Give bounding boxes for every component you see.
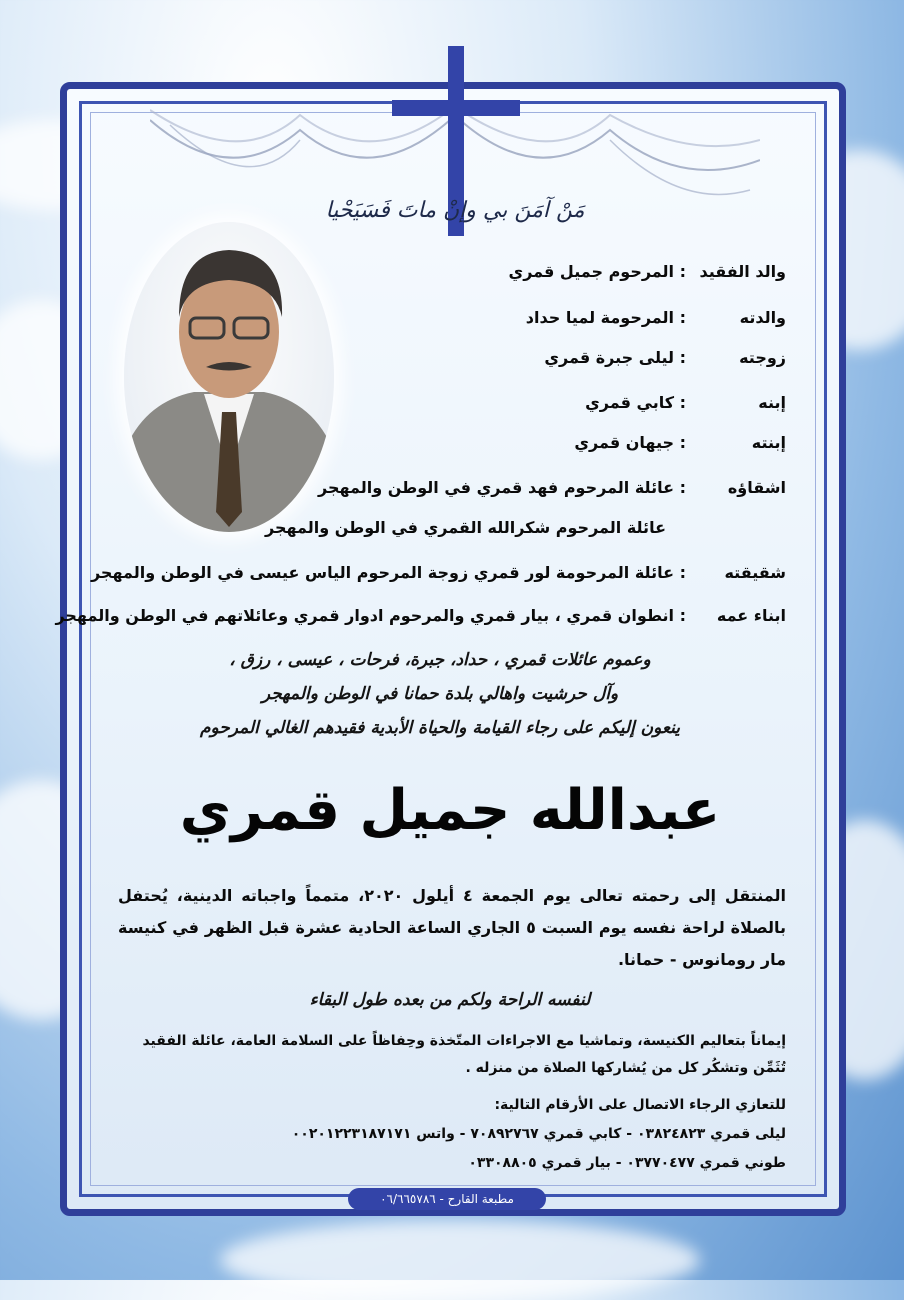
cross-icon-bar <box>392 100 520 116</box>
relative-row <box>226 393 786 423</box>
mourners-line: وعموم عائلات قمري ، حداد، جبرة، فرحات ، عيسى ، رزق ، <box>229 650 651 670</box>
mourners-line: وآل حرشيت واهالي بلدة حمانا في الوطن والمهجر <box>261 684 619 704</box>
relative-label: إبنته <box>751 433 786 452</box>
contact-line: ليلى قمري ٠٣٨٢٤٨٢٣ - كابي قمري ٧٠٨٩٢٧٦٧ - واتس ٠٠٢٠١٢٢٣١٨٧١٧١ <box>291 1126 786 1142</box>
verse-text: مَنْ آمَنَ بي وإنْ ماتَ فَسَيَحْيا <box>325 198 585 223</box>
printer-badge: مطبعة القارح - ٠٦/٦٦٥٧٨٦ <box>348 1188 546 1210</box>
relative-row <box>55 606 786 636</box>
relative-label: زوجته <box>739 348 786 367</box>
left-drape <box>150 100 450 210</box>
right-drape <box>460 100 760 210</box>
relative-label: ابناء عمه <box>716 606 786 625</box>
relative-row <box>226 478 786 508</box>
relative-row <box>226 433 786 463</box>
notice-text: إيماناً بتعاليم الكنيسة، وتماشيا مع الاجراءات المتّخذة وحِفاظاً على السلامة العامة، عائلة الفقيد تُثَمِّن وتشكُر كل من يُشاركها الصلاة من منزله . <box>142 1033 786 1076</box>
relative-value: : انطوان قمري ، بيار قمري والمرحوم ادوار قمري وعائلاتهم في الوطن والمهجر <box>55 606 686 625</box>
mourners-line: ينعون إليكم على رجاء القيامة والحياة الأبدية فقيدهم الغالي المرحوم <box>199 718 681 738</box>
condolence-line: لنفسه الراحة ولكم من بعده طول البقاء <box>309 990 591 1010</box>
relative-label: اشقاؤه <box>727 478 786 497</box>
relative-label: والد الفقيد <box>699 262 786 281</box>
relative-value: : عائلة المرحوم فهد قمري في الوطن والمهجر <box>318 478 686 497</box>
siblings-extra-line: عائلة المرحوم شكرالله القمري في الوطن والمهجر <box>265 518 666 537</box>
relative-value: : ليلى جبرة قمري <box>544 348 686 367</box>
deceased-name: عبدالله جميل قمري <box>179 778 721 843</box>
contact-title: للتعازي الرجاء الاتصال على الأرقام التالية: <box>494 1097 786 1113</box>
relative-value: : المرحومة لميا حداد <box>525 308 686 327</box>
contact-line: طوني قمري ٠٣٧٧٠٤٧٧ - بيار قمري ٠٣٣٠٨٨٠٥ <box>468 1155 786 1171</box>
relative-row <box>226 262 786 292</box>
relative-label: شقيقته <box>724 563 786 582</box>
relative-value: : عائلة المرحومة لور قمري زوجة المرحوم الياس عيسى في الوطن والمهجر <box>90 563 686 582</box>
cloud <box>220 1220 700 1300</box>
relative-row <box>226 348 786 378</box>
relative-label: إبنه <box>758 393 786 412</box>
relative-row <box>226 308 786 338</box>
relative-label: والدته <box>739 308 786 327</box>
relative-value: : المرحوم جميل قمري <box>508 262 686 281</box>
relative-row <box>90 563 786 593</box>
relative-value: : جيهان قمري <box>574 433 686 452</box>
relative-value: : كابي قمري <box>585 393 686 412</box>
announcement-text: المنتقل إلى رحمته تعالى يوم الجمعة ٤ أيلول ٢٠٢٠، متمماً واجباته الدينية، يُحتفل بالصلاة لراحة نفسه يوم السبت ٥ الجاري الساعة الحادية عشرة قبل الظهر في كنيسة مار رومانوس - حمانا. <box>118 886 787 969</box>
